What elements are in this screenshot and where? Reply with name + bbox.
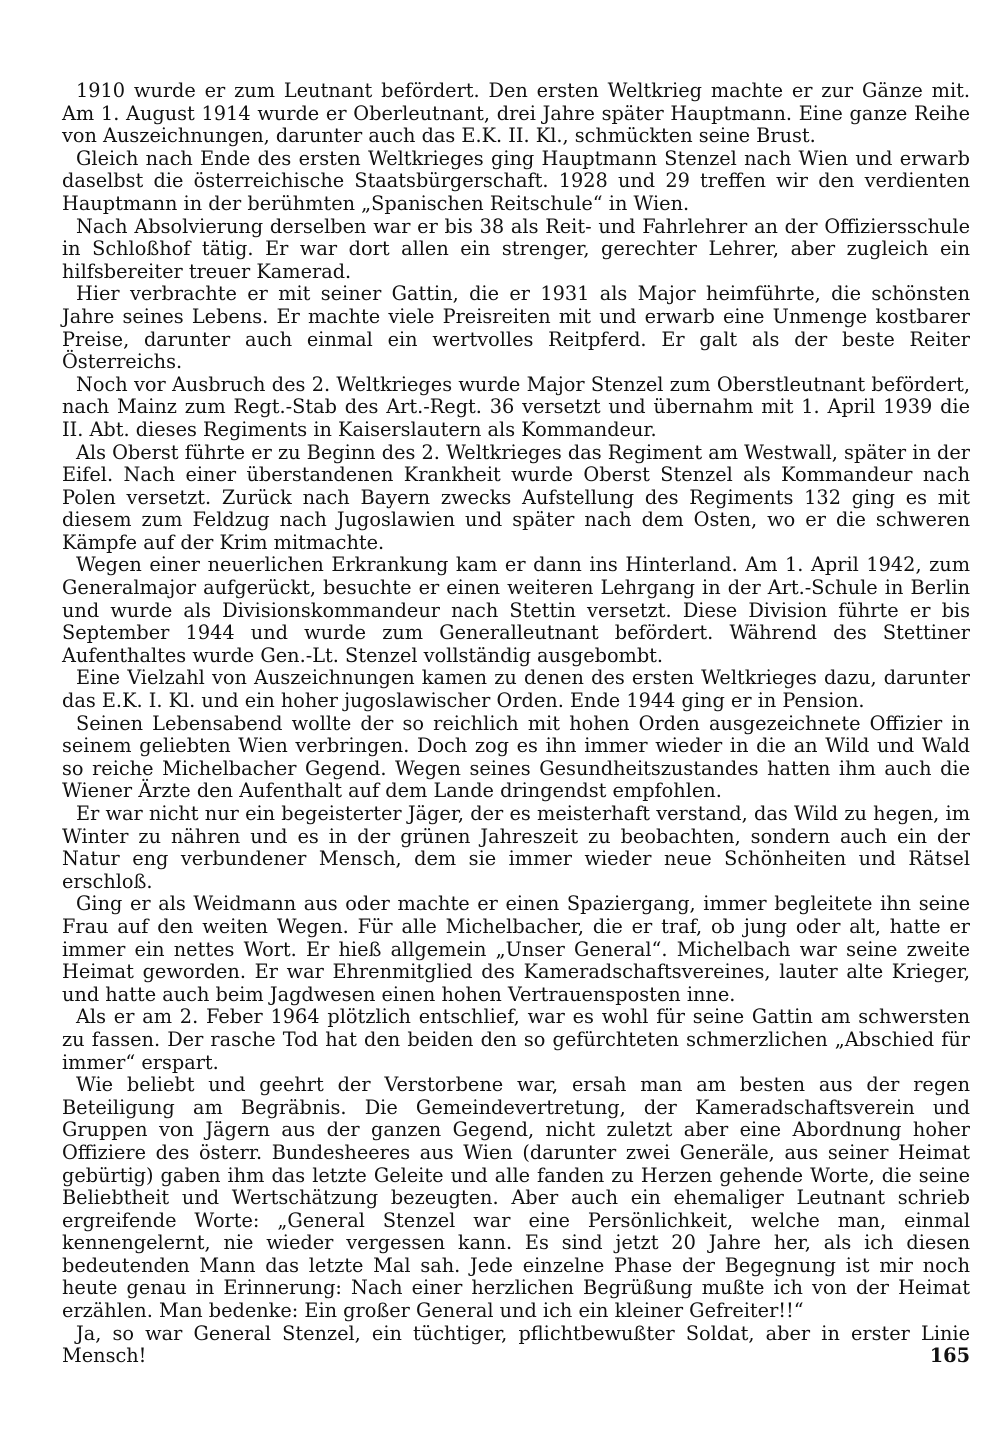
paragraph-8: Eine Vielzahl von Auszeichnungen kamen zu denen des ersten Weltkrieges dazu, darunter das E.K. I. Kl. und ein hoher jugoslawischer Orden. Ende 1944 ging er in Pension. [62,666,970,713]
paragraph-12: Als er am 2. Feber 1964 plötzlich entschlief, war es wohl für seine Gattin am schwersten zu fassen. Der rasche Tod hat den beiden den so gefürchteten schmerzlichen „Abschied für immer“ erspart. [62,1005,970,1074]
paragraph-1: 1910 wurde er zum Leutnant befördert. Den ersten Weltkrieg machte er zur Gänze mit. Am 1. August 1914 wurde er Oberleutnant, drei Jahre später Hauptmann. Eine ganze Reihe von Auszeichnungen, darunter auch das E.K. II. Kl., schmückten seine Brust. [62,79,970,148]
page-number: 165 [929,1344,970,1367]
paragraph-14: Ja, so war General Stenzel, ein tüchtiger, pflichtbewußter Soldat, aber in erster Linie Mensch! [62,1321,970,1368]
paragraph-9: Seinen Lebensabend wollte der so reichlich mit hohen Orden ausgezeichnete Offizier in seinem geliebten Wien verbringen. Doch zog es ihn immer wieder in die an Wild und Wald so reiche Michelbacher Gegend. Wegen seines Gesundheitszustandes hatten ihm auch die Wiener Ärzte den Aufenthalt auf dem Lande dringendst empfohlen. [62,711,970,803]
paragraph-10: Er war nicht nur ein begeisterter Jäger, der es meisterhaft verstand, das Wild zu hegen, im Winter zu nähren und es in der grünen Jahreszeit zu beobachten, sondern auch ein der Natur eng verbundener Mensch, dem sie immer wieder neue Schönheiten und Rätsel erschloß. [62,802,970,893]
paragraph-2: Gleich nach Ende des ersten Weltkrieges ging Hauptmann Stenzel nach Wien und erwarb daselbst die österreichische Staatsbürgerschaft. 1928 und 29 treffen wir den verdienten Hauptmann in der berühmten „Spanischen Reitschule“ in Wien. [62,146,970,215]
paragraph-3: Nach Absolvierung derselben war er bis 38 als Reit- und Fahrlehrer an der Offiziersschule in Schloßhof tätig. Er war dort allen ein strenger, gerechter Lehrer, aber zugleich ein hilfsbereiter treuer Kamerad. [62,214,970,283]
paragraph-5: Noch vor Ausbruch des 2. Weltkrieges wurde Major Stenzel zum Oberstleutnant befördert, nach Mainz zum Regt.-Stab des Art.-Regt. 36 versetzt und übernahm mit 1. April 1939 die II. Abt. dieses Regiments in Kaiserslautern als Kommandeur. [62,372,970,441]
paragraph-13: Wie beliebt und geehrt der Verstorbene war, ersah man am besten aus der regen Beteiligung am Begräbnis. Die Gemeindevertretung, der Kameradschaftsverein und Gruppen von Jägern aus der ganzen Gegend, nicht zuletzt aber eine Abordnung hoher Offiziere des österr. Bundesheeres aus Wien (darunter zwei Generäle, aus seiner Heimat gebürtig) gaben ihm das letzte Geleite und alle fanden zu Herzen gehende Worte, die seine Beliebtheit und Wertschätzung bezeugten. Aber auch ein ehemaliger Leutnant schrieb ergreifende Worte: „General Stenzel war eine Persönlichkeit, welche man, einmal kennengelernt, nie wieder vergessen kann. Es sind jetzt 20 Jahre her, als ich diesen bedeutenden Mann das letzte Mal sah. Jede einzelne Phase der Begegnung ist mir noch heute genau in Erinnerung: Nach einer herzlichen Begrüßung mußte ich von der Heimat erzählen. Man bedenke: Ein großer General und ich ein kleiner Gefreiter!!“ [62,1073,970,1323]
paragraph-4: Hier verbrachte er mit seiner Gattin, die er 1931 als Major heimführte, die schönsten Jahre seines Lebens. Er machte viele Preisreiten mit und erwarb eine Unmenge kostbarer Preise, darunter auch einmal ein wertvolles Reitpferd. Er galt als der beste Reiter Österreichs. [62,282,970,374]
page-body [62,80,970,1368]
paragraph-6: Als Oberst führte er zu Beginn des 2. Weltkrieges das Regiment am Westwall, später in der Eifel. Nach einer überstandenen Krankheit wurde Oberst Stenzel als Kommandeur nach Polen versetzt. Zurück nach Bayern zwecks Aufstellung des Regiments 132 ging es mit diesem zum Feldzug nach Jugoslawien und später nach dem Osten, wo er die schweren Kämpfe auf der Krim mitmachte. [62,440,970,554]
paragraph-7: Wegen einer neuerlichen Erkrankung kam er dann ins Hinterland. Am 1. April 1942, zum Generalmajor aufgerückt, besuchte er einen weiteren Lehrgang in der Art.-Schule in Berlin und wurde als Divisionskommandeur nach Stettin versetzt. Diese Division führte er bis September 1944 und wurde zum Generalleutnant befördert. Während des Stettiner Aufenthaltes wurde Gen.-Lt. Stenzel vollständig ausgebombt. [62,553,970,667]
paragraph-11: Ging er als Weidmann aus oder machte er einen Spaziergang, immer begleitete ihn seine Frau auf den weiten Wegen. Für alle Michelbacher, die er traf, ob jung oder alt, hatte er immer ein nettes Wort. Er hieß allgemein „Unser General“. Michelbach war seine zweite Heimat geworden. Er war Ehrenmitglied des Kameradschaftsvereines, lauter alte Krieger, und hatte auch beim Jagdwesen einen hohen Vertrauensposten inne. [62,892,970,1006]
